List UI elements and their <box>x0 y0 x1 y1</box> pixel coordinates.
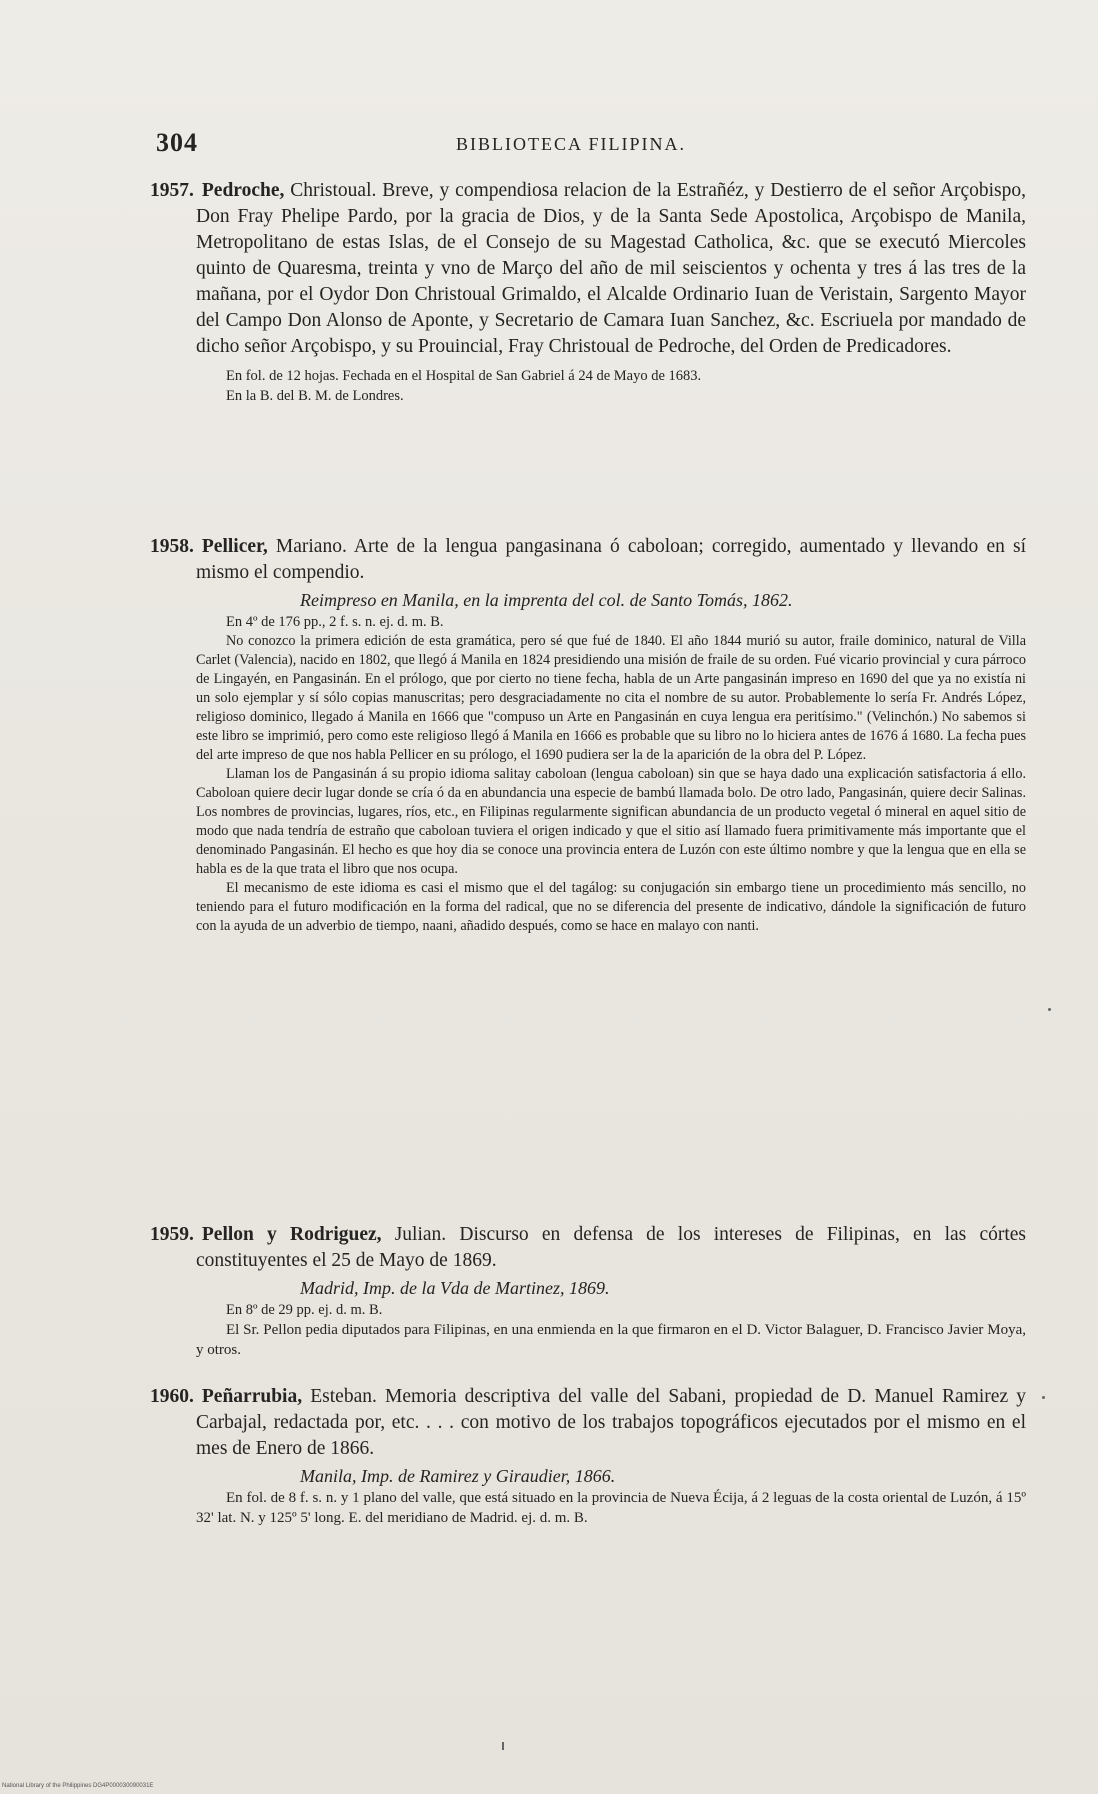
entry-title: Breve, y compendiosa relacion de la Estrañéz, y Destierro de el señor Arçobispo, Don Fray Phelipe Pardo, por la gracia de Dios, y de la Santa Sede Apostolica, Arçobispo de Manila, Metropolitano de estas Islas, de el Consejo de su Magestad Catholica, &c. que se executó Miercoles quinto de Quaresma, treinta y vno de Março del año de mil seiscientos y ochenta y tres á las tres de la mañana, por el Oydor Don Christoual Grimaldo, el Alcalde Ordinario Iuan de Veristain, Sargento Mayor del Campo Don Alonso de Aponte, y Secretario de Camara Iuan Sanchez, &c. Escriuela por mandado de dicho señor Arçobispo, y su Prouincial, Fray Christoual de Pedroche, del Orden de Predicadores. <box>196 180 1027 357</box>
entry-number: 1958. <box>150 536 194 557</box>
entry-author-given: Christoual. <box>284 180 377 201</box>
entry-meta: En 4º de 176 pp., 2 f. s. n. ej. d. m. B. <box>226 614 444 630</box>
entry-meta: En 8º de 29 pp. ej. d. m. B. <box>226 1302 383 1318</box>
entry-heading <box>150 1384 1026 1462</box>
ink-speck <box>1042 1396 1045 1399</box>
entry-number: 1957. <box>150 180 194 201</box>
entry-note: Llaman los de Pangasinán á su propio idioma salitay caboloan (lengua caboloan) sin que se haya dado una explicación satisfactoria á ello. Caboloan quiere decir lugar donde se cría ó da en abundancia una especie de bambú llamada bolo. De otro lado, Pangasinán, quiere decir Salinas. Los nombres de provincias, lugares, ríos, etc., en Filipinas regularmente significan abundancia de un producto vegetal ó mineral en aquel sitio de modo que nada tendría de estraño que caboloan tuviera el origen indicado y que el sitio así llamado fuera primitivamente más importante que el denominado Pangasinán. El hecho es que hoy dia se conoce una provincia entera de Luzón con este último nombre y que la lengua que en ella se habla es de la que trata el libro que nos ocupa. <box>196 766 1026 877</box>
entry-imprint: Madrid, Imp. de la Vda de Martinez, 1869. <box>300 1278 610 1298</box>
scan-footer-stamp: National Library of the Philippines DG4P000030090031E <box>2 1783 154 1789</box>
entry-note: En fol. de 12 hojas. Fechada en el Hospital de San Gabriel á 24 de Mayo de 1683. <box>226 368 702 384</box>
entry-imprint: Manila, Imp. de Ramirez y Giraudier, 1866. <box>300 1466 616 1486</box>
entry-note: El mecanismo de este idioma es casi el mismo que el del tagálog: su conjugación sin embargo tiene un procedimiento más sencillo, no teniendo para el futuro modificación en la forma del radical, que no se diferencia del presente de indicativo, dándole la significación de futuro con la ayuda de un adverbio de tiempo, naani, añadido después, como se hace en malayo con nanti. <box>196 880 1026 934</box>
entry-1957 <box>150 178 1026 406</box>
entry-imprint: Reimpreso en Manila, en la imprenta del col. de Santo Tomás, 1862. <box>300 590 793 610</box>
entry-author: Pellicer, <box>201 536 268 557</box>
entry-note: En la B. del B. M. de Londres. <box>226 388 404 404</box>
entry-1959 <box>150 1222 1026 1360</box>
entry-author-given: Esteban. <box>302 1386 377 1407</box>
entry-number: 1960. <box>150 1386 194 1407</box>
running-title: BIBLIOTECA FILIPINA. <box>456 134 686 154</box>
entry-1960 <box>150 1384 1026 1528</box>
entry-author: Pellon y Rodriguez, <box>201 1224 382 1245</box>
entry-title: Memoria descriptiva del valle del Sabani, propiedad de D. Manuel Ramirez y Carbajal, redactada por, etc. . . . con motivo de los trabajos topográficos ejecutados por el mismo en el mes de Enero de 1866. <box>196 1386 1027 1459</box>
entry-author-given: Julian. <box>381 1224 447 1245</box>
entry-heading <box>150 534 1026 586</box>
entry-title: Discurso en defensa de los intereses de Filipinas, en las córtes constituyentes el 25 de Mayo de 1869. <box>196 1224 1027 1271</box>
entry-author: Peñarrubia, <box>201 1386 303 1407</box>
ink-speck <box>1048 1008 1051 1011</box>
entry-author-given: Mariano. <box>267 536 347 557</box>
entry-note: En fol. de 8 f. s. n. y 1 plano del valle, que está situado en la provincia de Nueva Écija, á 2 leguas de la costa oriental de Luzón, á 15º 32' lat. N. y 125º 5' long. E. del meridiano de Madrid. ej. d. m. B. <box>196 1490 1026 1526</box>
entry-number: 1959. <box>150 1224 194 1245</box>
page-number: 304 <box>156 128 198 157</box>
entry-heading <box>150 178 1026 360</box>
entry-note: No conozco la primera edición de esta gramática, pero sé que fué de 1840. El año 1844 murió su autor, fraile dominico, natural de Villa Carlet (Valencia), nacido en 1802, que llegó á Manila en 1824 presidiendo una misión de fraile de su orden. Fué vicario provincial y cura párroco de Lingayén, en Pangasinán. En el prólogo, que por cierto no tiene fecha, habla de un Arte pangasinán impreso en 1690 del que ya no existía ni un solo ejemplar y sí sólo copias manuscritas; pero desgraciadamente no cita el nombre de su autor. Probablemente lo sería Fr. Andrés López, religioso dominico, llegado á Manila en 1666 que "compuso un Arte en Pangasinán en cuya lengua era peritísimo." (Velinchón.) No sabemos si este libro se imprimió, pero como este religioso llegó á Manila en 1666 es probable que su libro no lo hiciera antes de 1676 á 1680. La fecha pues del arte impreso de que nos habla Pellicer en su prólogo, el 1690 pudiera ser la de la aparición de la obra del P. López. <box>196 633 1026 763</box>
entry-heading <box>150 1222 1026 1274</box>
entry-note: El Sr. Pellon pedia diputados para Filipinas, en una enmienda en la que firmaron en el D. Victor Balaguer, D. Francisco Javier Moya, y otros. <box>196 1322 1026 1358</box>
entry-author: Pedroche, <box>201 180 285 201</box>
entry-title: Arte de la lengua pangasinana ó caboloan; corregido, aumentado y llevando en sí mismo el compendio. <box>196 536 1026 583</box>
ink-speck <box>502 1742 504 1750</box>
entry-1958 <box>150 534 1026 936</box>
page-header <box>156 128 956 168</box>
